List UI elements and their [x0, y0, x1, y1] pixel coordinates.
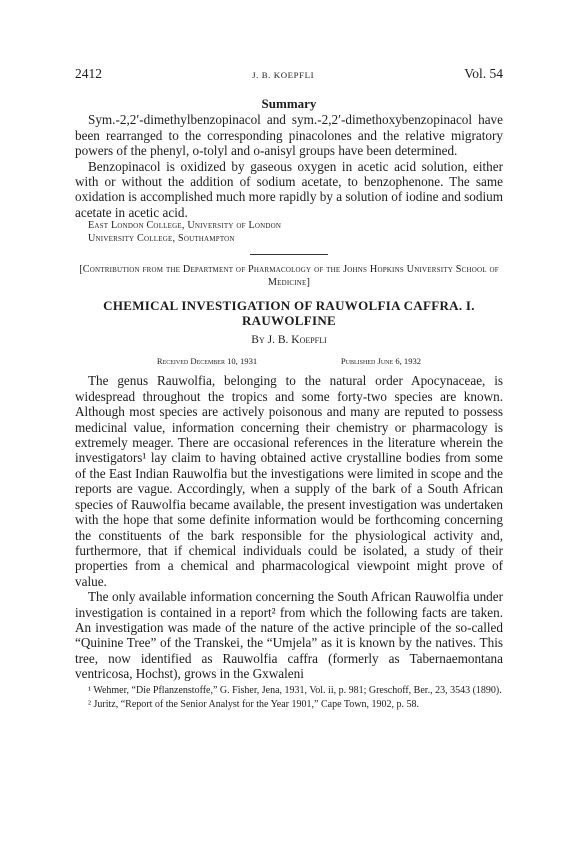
- article-dates: [75, 354, 503, 369]
- summary-paragraph-2: Benzopinacol is oxidized by gaseous oxygen in acetic acid solution, either with or without the addition of sodium acetate, to benzophenone. The same oxidation is accomplished much more rapidly by a solution of iodine and sodium acetate in acetic acid.: [75, 158, 503, 220]
- section-divider: [250, 254, 328, 255]
- running-author: J. B. KOEPFLI: [252, 70, 315, 80]
- received-date: Received December 10, 1931: [156, 356, 258, 367]
- summary-heading: Summary: [261, 96, 317, 111]
- volume-label: Vol. 54: [464, 66, 503, 81]
- journal-page: [75, 66, 503, 711]
- footnote-1: ¹ Wehmer, “Die Pflanzenstoffe,” G. Fisher, Jena, 1931, Vol. ii, p. 981; Greschoff, Ber., 23, 3543 (1890).: [88, 684, 502, 696]
- footnote-2: ² Juritz, “Report of the Senior Analyst for the Year 1901,” Cape Town, 1902, p. 58.: [88, 698, 419, 710]
- running-header: [75, 66, 503, 84]
- summary-paragraph-1: Sym.-2,2′-dimethylbenzopinacol and sym.-2,2′-dimethoxybenzopinacol have been rearranged to the corresponding pinacolones and the relative migratory powers of the phenyl, o-tolyl and o-anisyl groups have been determined.: [75, 112, 503, 159]
- article-paragraph-2: The only available information concerning the South African Rauwolfia under investigation is contained in a report² from which the following facts are taken. An investigation was made of the nature of the active principle of the so-called “Quinine Tree” of the Transkei, the “Umjela” as it is known by the natives. This tree, now identified as Rauwolfia caffra (formerly as Tabernaemontana ventricosa, Hochst), grows in the Gxwaleni: [75, 589, 503, 682]
- article-byline: By J. B. Koepfli: [251, 333, 327, 346]
- affiliation-2: University College, Southampton: [88, 232, 235, 244]
- page-number: 2412: [75, 66, 102, 81]
- article-paragraph-1: The genus Rauwolfia, belonging to the natural order Apocynaceae, is widespread throughout the tropics and some forty-two species are known. Although most species are actively poisonous and many are reputed to possess medicinal value, information concerning their chemistry or pharmacology is extremely meager. There are occasional references in the literature wherein the investigators¹ lay claim to having obtained active crystalline bodies from some of the East Indian Rauwolfia but the investigations were limited in scope and the reports are vague. Accordingly, when a supply of the bark of a South African species of Rauwolfia became available, the present investigation was undertaken with the hope that some definite information would be forthcoming concerning the constituents of the bark responsible for the physiological activity and, furthermore, that if chemical individuals could be isolated, a study of their properties from a chemical and pharmacological viewpoint might prove of value.: [75, 373, 503, 589]
- published-date: Published June 6, 1932: [340, 356, 422, 367]
- contribution-line: [Contribution from the Department of Pharmacology of the Johns Hopkins University School of Medicine]: [79, 264, 499, 289]
- affiliation-1: East London College, University of London: [88, 220, 282, 232]
- article-title: CHEMICAL INVESTIGATION OF RAUWOLFIA CAFFRA. I. RAUWOLFINE: [103, 297, 475, 328]
